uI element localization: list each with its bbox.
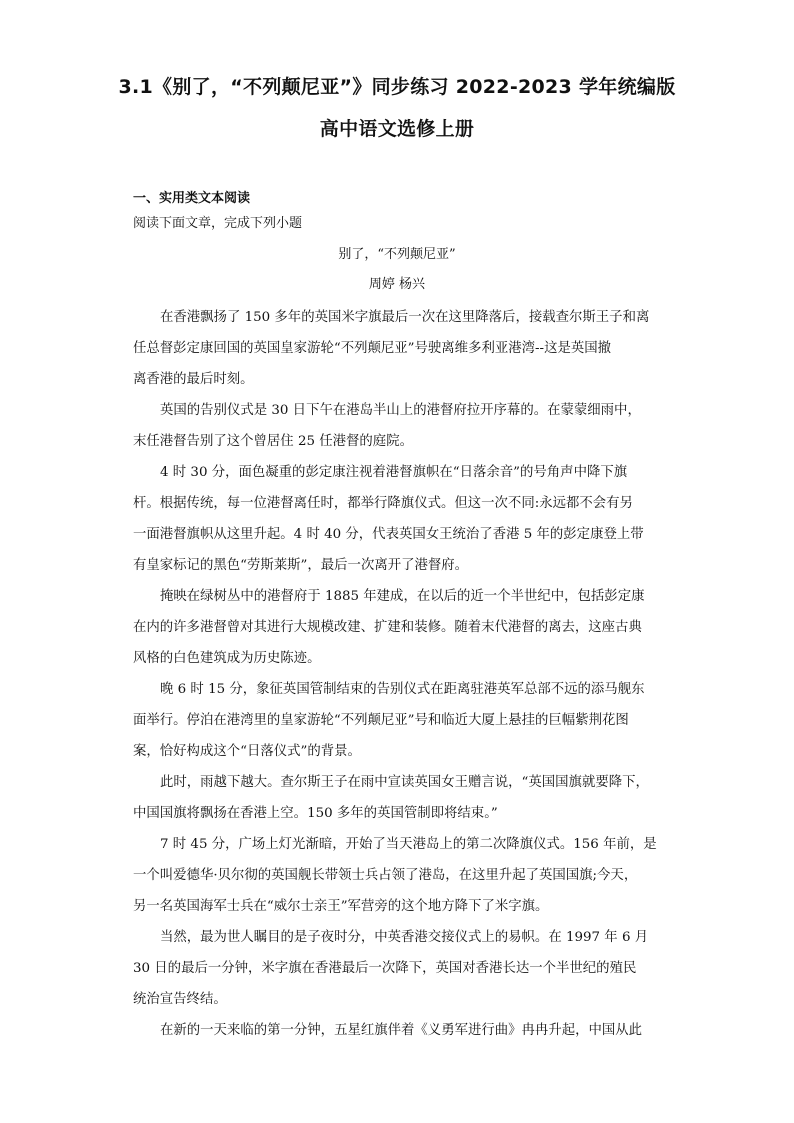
article-title: 别了，“不列颠尼亚” xyxy=(338,247,456,262)
article-line: 杆。根据传统，每一位港督离任时，都举行降旗仪式。但这一次不同:永远都不会有另 xyxy=(133,496,633,511)
article-line: 统治宣告终结。 xyxy=(133,992,227,1007)
section-heading: 一、实用类文本阅读 xyxy=(133,191,251,206)
article-line: 掩映在绿树丛中的港督府于 1885 年建成，在以后的近一个半世纪中，包括彭定康 xyxy=(160,589,645,604)
reading-instruction: 阅读下面文章，完成下列小题 xyxy=(133,216,303,231)
document-title-line2: 高中语文选修上册 xyxy=(319,118,475,140)
article-line: 另一名英国海军士兵在“威尔士亲王”军营旁的这个地方降下了米字旗。 xyxy=(133,899,549,914)
document-title-line1: 3.1《别了，“不列颠尼亚”》同步练习 2022-2023 学年统编版 xyxy=(118,76,676,98)
article-line: 7 时 45 分，广场上灯光渐暗，开始了当天港岛上的第二次降旗仪式。156 年前，是 xyxy=(160,837,657,852)
article-line: 在新的一天来临的第一分钟，五星红旗伴着《义勇军进行曲》冉冉升起，中国从此 xyxy=(160,1023,643,1038)
article-line: 任总督彭定康回国的英国皇家游轮“不列颠尼亚”号驶离维多利亚港湾--这是英国撤 xyxy=(133,341,612,356)
article-line: 当然，最为世人瞩目的是子夜时分，中英香港交接仪式上的易帜。在 1997 年 6 月 xyxy=(160,930,649,945)
article-author: 周婷 杨兴 xyxy=(368,277,426,292)
article-line: 离香港的最后时刻。 xyxy=(133,372,254,387)
article-line: 案，恰好构成这个“日落仪式”的背景。 xyxy=(133,744,361,759)
article-line: 面举行。停泊在港湾里的皇家游轮“不列颠尼亚”号和临近大厦上悬挂的巨幅紫荆花图 xyxy=(133,713,629,728)
article-line: 风格的白色建筑成为历史陈迹。 xyxy=(133,651,321,666)
article-line: 一面港督旗帜从这里升起。4 时 40 分，代表英国女王统治了香港 5 年的彭定康登上带 xyxy=(133,527,644,542)
article-line: 此时，雨越下越大。查尔斯王子在雨中宣读英国女王赠言说，“英国国旗就要降下， xyxy=(160,775,649,790)
article-line: 30 日的最后一分钟，米字旗在香港最后一次降下，英国对香港长达一个半世纪的殖民 xyxy=(133,961,637,976)
article-line: 在内的许多港督曾对其进行大规模改建、扩建和装修。随着末代港督的离去，这座古典 xyxy=(133,620,642,635)
article-line: 有皇家标记的黑色“劳斯莱斯”，最后一次离开了港督府。 xyxy=(133,558,469,573)
article-line: 一个叫爱德华·贝尔彻的英国舰长带领士兵占领了港岛，在这里升起了英国国旗;今天， xyxy=(133,868,638,883)
article-line: 在香港飘扬了 150 多年的英国米字旗最后一次在这里降落后，接载查尔斯王子和离 xyxy=(160,310,650,325)
article-line: 晚 6 时 15 分，象征英国管制结束的告别仪式在距离驻港英军总部不远的添马舰东 xyxy=(160,682,645,697)
article-line: 4 时 30 分，面色凝重的彭定康注视着港督旗帜在“日落余音”的号角声中降下旗 xyxy=(160,465,628,480)
article-line: 英国的告别仪式是 30 日下午在港岛半山上的港督府拉开序幕的。在蒙蒙细雨中， xyxy=(160,403,641,418)
article-line: 中国国旗将飘扬在香港上空。150 多年的英国管制即将结束。” xyxy=(133,806,498,821)
article-line: 末任港督告别了这个曾居住 25 任港督的庭院。 xyxy=(133,434,413,449)
